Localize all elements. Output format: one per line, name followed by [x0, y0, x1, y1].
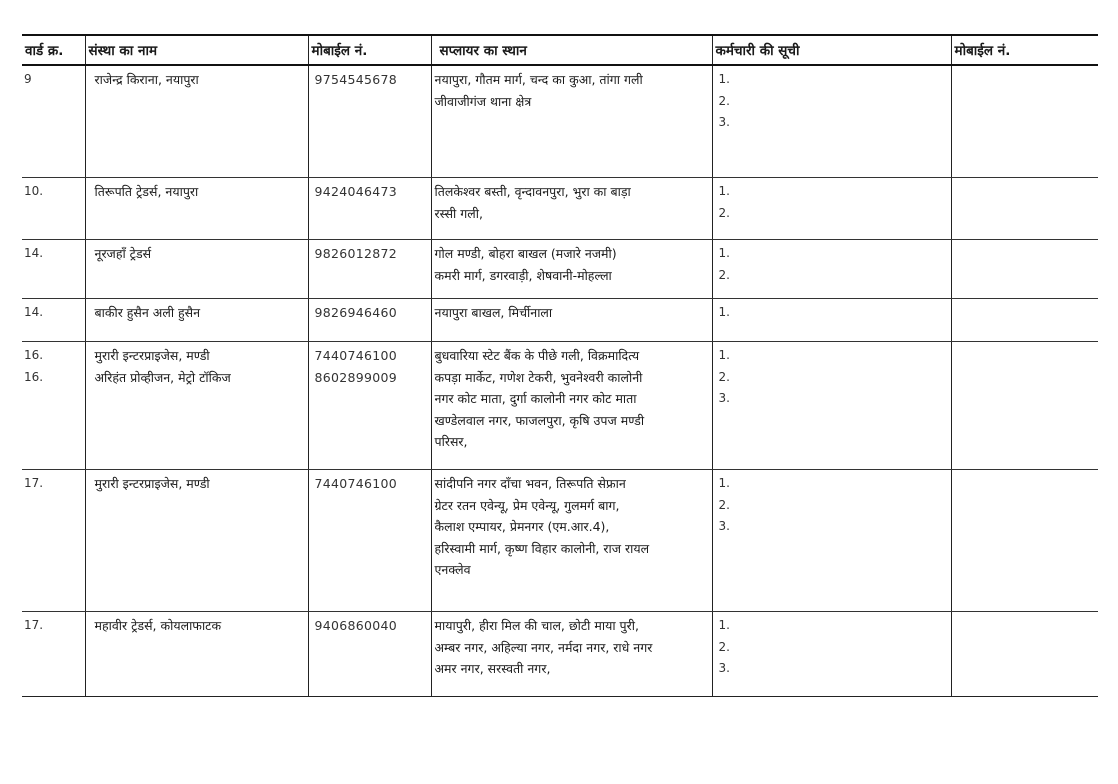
- ward-number: 9: [24, 72, 32, 86]
- header-employee-list: कर्मचारी की सूची: [712, 35, 951, 65]
- location-line: हरिस्वामी मार्ग, कृष्ण विहार कालोनी, राज रायल: [434, 540, 650, 556]
- employee-mobile-cell: [951, 240, 1098, 299]
- employee-list-cell: [712, 65, 951, 178]
- employee-entry: 2.: [718, 369, 730, 384]
- employee-entry: 2.: [718, 267, 730, 282]
- employee-entry: 3.: [718, 661, 730, 675]
- mobile-number: 8602899009: [314, 369, 398, 385]
- table-row: [22, 240, 1098, 299]
- ward-number: 10.: [24, 184, 44, 198]
- location-line: नगर कोट माता, दुर्गा कालोनी नगर कोट माता: [434, 391, 637, 406]
- mobile-number: 7440746100: [314, 348, 398, 363]
- organization-name: तिरूपति ट्रेडर्स, नयापुरा: [94, 184, 199, 199]
- ward-number: 17.: [24, 476, 44, 490]
- location-line: ग्रेटर रतन एवेन्यू, प्रेम एवेन्यू, गुलमर्ग बाग,: [434, 497, 620, 513]
- ward-cell: [22, 342, 85, 470]
- organization-name: बाकीर हुसैन अली हुसैन: [94, 305, 201, 320]
- location-cell: [431, 612, 712, 697]
- ward-cell: [22, 612, 85, 697]
- employee-entry: 2.: [718, 93, 730, 108]
- ward-number: 14.: [24, 305, 44, 319]
- employee-entry: 1.: [718, 476, 730, 490]
- table-row: [22, 178, 1098, 240]
- ward-cell: [22, 65, 85, 178]
- table-row: [22, 342, 1098, 470]
- header-employee-mobile: मोबाईल नं.: [951, 35, 1098, 65]
- location-line: नयापुरा बाखल, मिर्चीनाला: [434, 305, 553, 320]
- employee-entry: 1.: [718, 246, 730, 260]
- organization-name: नूरजहाँ ट्रेडर्स: [94, 246, 152, 261]
- organization-cell: [85, 65, 308, 178]
- ward-number: 17.: [24, 618, 44, 632]
- header-mobile-number: मोबाईल नं.: [308, 35, 431, 65]
- organization-cell: [85, 342, 308, 470]
- location-line: मायापुरी, हीरा मिल की चाल, छोटी माया पुरी,: [434, 618, 639, 633]
- mobile-cell: [308, 178, 431, 240]
- employee-mobile-cell: [951, 178, 1098, 240]
- organization-cell: [85, 178, 308, 240]
- location-cell: [431, 65, 712, 178]
- employee-mobile-cell: [951, 470, 1098, 612]
- location-line: तिलकेश्वर बस्ती, वृन्दावनपुरा, भुरा का बाड़ा: [434, 184, 631, 199]
- location-line: गोल मण्डी, बोहरा बाखल (मजारे नजमी): [434, 246, 617, 261]
- table-row: [22, 299, 1098, 342]
- employee-mobile-cell: [951, 299, 1098, 342]
- mobile-number: 7440746100: [314, 476, 398, 491]
- table-row: [22, 612, 1098, 697]
- header-organization-name: संस्था का नाम: [85, 35, 308, 65]
- organization-name: मुरारी इन्टरप्राइजेस, मण्डी: [94, 348, 210, 363]
- location-line: कमरी मार्ग, डगरवाड़ी, शेषवानी-मोहल्ला: [434, 267, 612, 283]
- employee-entry: 1.: [718, 618, 730, 632]
- employee-list-cell: [712, 178, 951, 240]
- ward-number: 16.: [24, 369, 44, 384]
- location-line: कैलाश एम्पायर, प्रेमनगर (एम.आर.4),: [434, 519, 610, 534]
- mobile-cell: [308, 65, 431, 178]
- organization-cell: [85, 470, 308, 612]
- employee-mobile-cell: [951, 612, 1098, 697]
- employee-list-cell: [712, 240, 951, 299]
- mobile-cell: [308, 299, 431, 342]
- location-line: बुधवारिया स्टेट बैंक के पीछे गली, विक्रमादित्य: [434, 348, 640, 363]
- employee-mobile-cell: [951, 342, 1098, 470]
- location-line: रस्सी गली,: [434, 205, 483, 221]
- mobile-number: 9754545678: [314, 72, 398, 87]
- location-line: अम्बर नगर, अहिल्या नगर, नर्मदा नगर, राधे नगर: [434, 639, 653, 655]
- ward-number: 14.: [24, 246, 44, 260]
- employee-entry: 3.: [718, 391, 730, 405]
- employee-entry: 1.: [718, 184, 730, 198]
- employee-entry: 1.: [718, 305, 730, 319]
- location-cell: [431, 342, 712, 470]
- location-line: नयापुरा, गौतम मार्ग, चन्द का कुआ, तांगा गली: [434, 72, 643, 87]
- location-cell: [431, 470, 712, 612]
- mobile-number: 9424046473: [314, 184, 398, 199]
- employee-entry: 1.: [718, 348, 730, 362]
- organization-name: अरिहंत प्रोव्हीजन, मेट्रो टॉकिज: [94, 369, 231, 385]
- mobile-number: 9826012872: [314, 246, 398, 261]
- organization-cell: [85, 240, 308, 299]
- employee-entry: 3.: [718, 115, 730, 129]
- location-cell: [431, 178, 712, 240]
- ward-number: 16.: [24, 348, 44, 362]
- employee-entry: 2.: [718, 205, 730, 220]
- header-ward-number: वार्ड क्र.: [22, 35, 85, 65]
- mobile-number: 9826946460: [314, 305, 398, 320]
- organization-cell: [85, 299, 308, 342]
- table-row: [22, 65, 1098, 178]
- employee-entry: 2.: [718, 639, 730, 654]
- header-supplier-location: सप्लायर का स्थान: [431, 35, 712, 65]
- location-line: खण्डेलवाल नगर, फाजलपुरा, कृषि उपज मण्डी: [434, 412, 645, 428]
- supplier-table: [22, 34, 1098, 697]
- mobile-cell: [308, 612, 431, 697]
- location-cell: [431, 299, 712, 342]
- location-line: सांदीपनि नगर दाँचा भवन, तिरूपति सेफ्रान: [434, 476, 626, 491]
- employee-mobile-cell: [951, 65, 1098, 178]
- mobile-cell: [308, 342, 431, 470]
- location-line: एनक्लेव: [434, 562, 471, 577]
- mobile-number: 9406860040: [314, 618, 398, 633]
- organization-name: राजेन्द्र किराना, नयापुरा: [94, 72, 199, 87]
- ward-cell: [22, 470, 85, 612]
- organization-name: महावीर ट्रेडर्स, कोयलाफाटक: [94, 618, 222, 633]
- location-line: जीवाजीगंज थाना क्षेत्र: [434, 93, 532, 109]
- table-body: [22, 65, 1098, 697]
- employee-list-cell: [712, 470, 951, 612]
- employee-list-cell: [712, 612, 951, 697]
- employee-entry: 2.: [718, 497, 730, 512]
- employee-entry: 1.: [718, 72, 730, 86]
- employee-list-cell: [712, 342, 951, 470]
- location-cell: [431, 240, 712, 299]
- table-header-row: [22, 35, 1098, 65]
- location-line: अमर नगर, सरस्वती नगर,: [434, 661, 551, 676]
- organization-name: मुरारी इन्टरप्राइजेस, मण्डी: [94, 476, 210, 491]
- employee-entry: 3.: [718, 519, 730, 533]
- ward-cell: [22, 299, 85, 342]
- location-line: कपड़ा मार्केट, गणेश टेकरी, भुवनेश्वरी कालोनी: [434, 369, 643, 385]
- mobile-cell: [308, 240, 431, 299]
- ward-cell: [22, 178, 85, 240]
- ward-cell: [22, 240, 85, 299]
- supplier-list-document: [22, 34, 1098, 697]
- mobile-cell: [308, 470, 431, 612]
- employee-list-cell: [712, 299, 951, 342]
- location-line: परिसर,: [434, 434, 468, 449]
- table-row: [22, 470, 1098, 612]
- organization-cell: [85, 612, 308, 697]
